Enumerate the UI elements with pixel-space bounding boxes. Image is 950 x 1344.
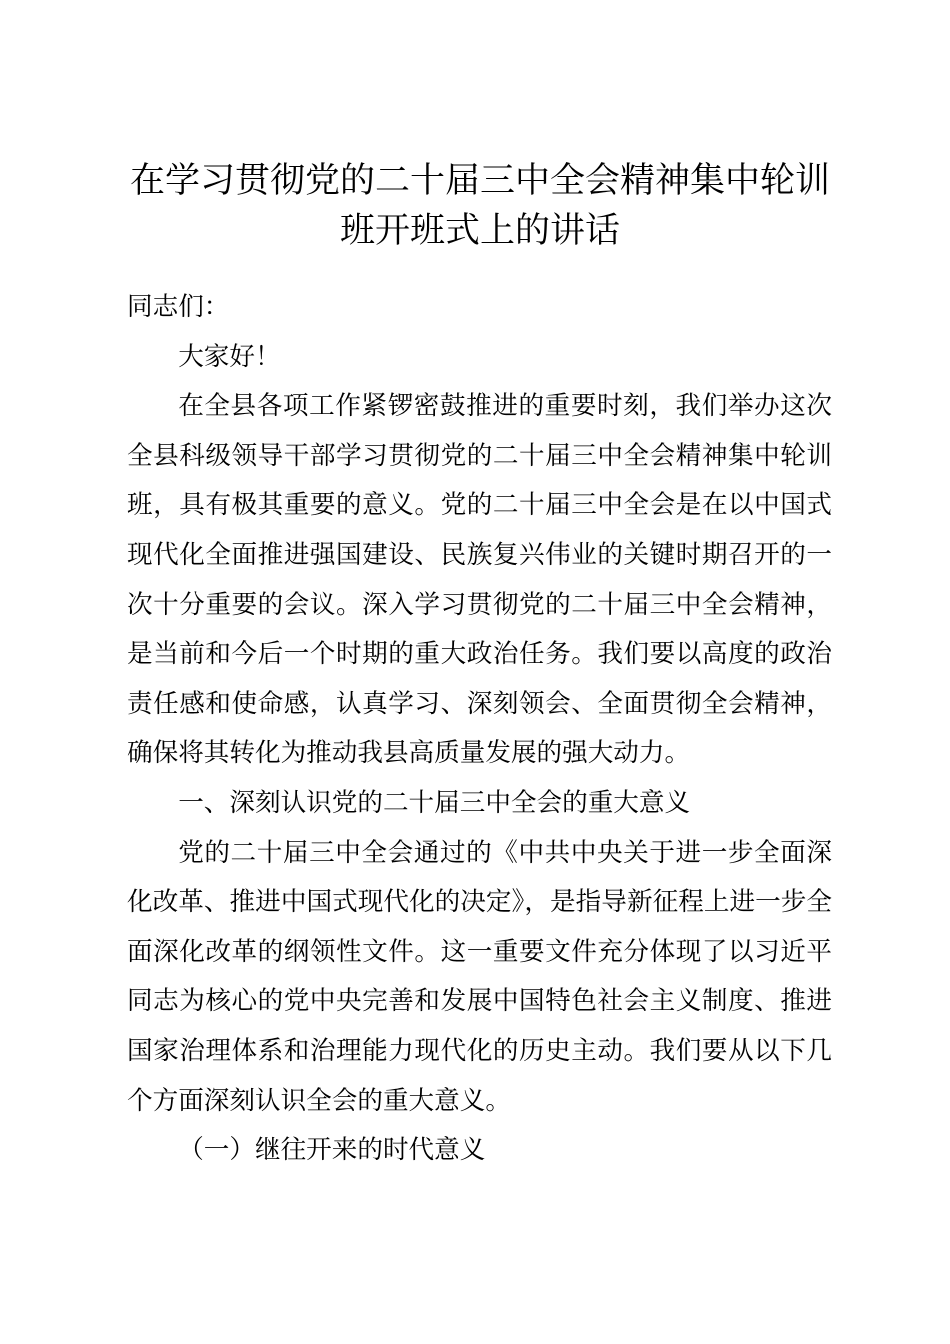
document-title	[120, 156, 840, 256]
intro-paragraph: 在全县各项工作紧锣密鼓推进的重要时刻，我们举办这次全县科级领导干部学习贯彻党的二十届三中全会精神集中轮训班，具有极其重要的意义。党的二十届三中全会是在以中国式现代化全面推进强国建设、民族复兴伟业的关键时期召开的一次十分重要的会议。深入学习贯彻党的二十届三中全会精神，是当前和今后一个时期的重大政治任务。我们要以高度的政治责任感和使命感，认真学习、深刻领会、全面贯彻全会精神，确保将其转化为推动我县高质量发展的强大动力。	[127, 391, 832, 769]
subsection-heading-1: （一）继往开来的时代意义	[178, 1135, 486, 1166]
greeting-paragraph: 大家好！	[178, 341, 281, 372]
title-line-2: 班开班式上的讲话	[339, 211, 620, 251]
document-body	[127, 283, 832, 1176]
section-heading-1: 一、深刻认识党的二十届三中全会的重大意义	[178, 787, 691, 818]
salutation: 同志们：	[127, 292, 230, 322]
title-line-1: 在学习贯彻党的二十届三中全会精神集中轮训	[129, 161, 830, 201]
section-1-paragraph: 党的二十届三中全会通过的《中共中央关于进一步全面深化改革、推进中国式现代化的决定》，是指导新征程上进一步全面深化改革的纲领性文件。这一重要文件充分体现了以习近平同志为核心的党中央完善和发展中国特色社会主义制度、推进国家治理体系和治理能力现代化的历史主动。我们要从以下几个方面深刻认识全会的重大意义。	[127, 837, 832, 1116]
